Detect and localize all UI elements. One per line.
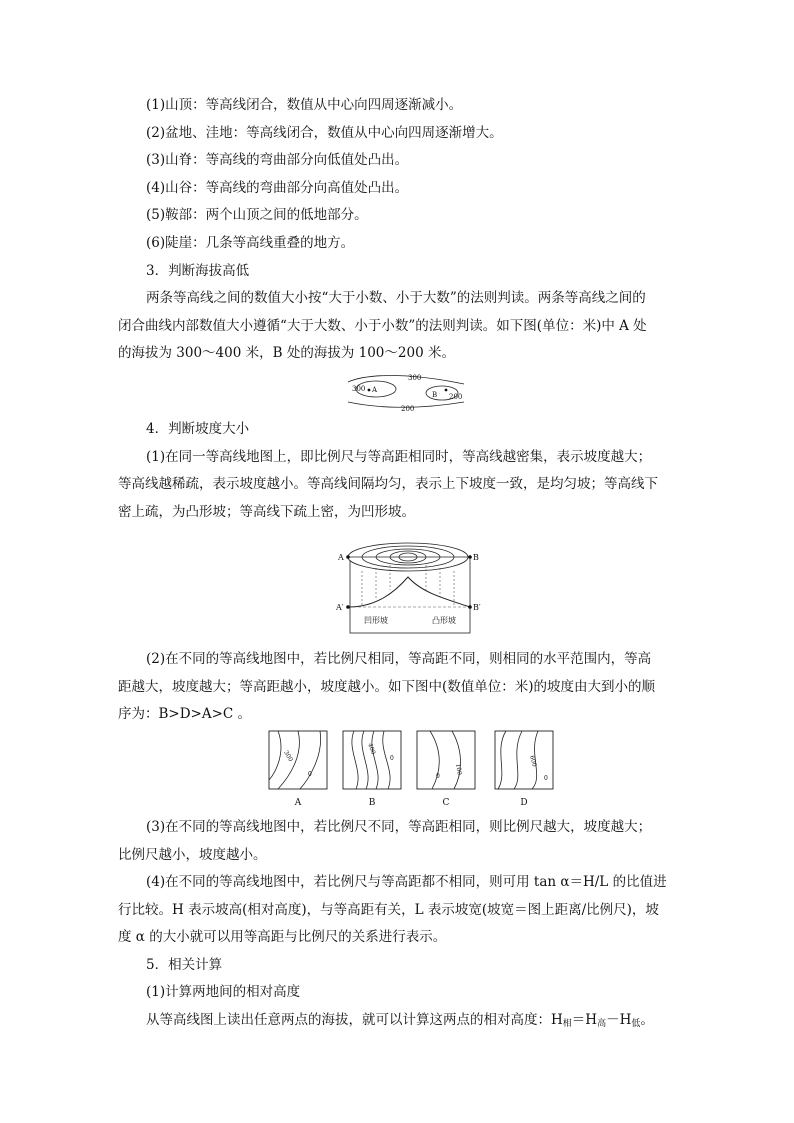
panel-c-label: 100 <box>454 763 463 776</box>
section-5-heading: 5．相关计算 <box>146 957 223 973</box>
panel-a-label-2: 0 <box>308 771 312 778</box>
sec4-p2-line2: 距越大，坡度越大；等高距越小，坡度越小。如下图中(数值单位：米)的坡度由大到小的顺 <box>118 679 656 695</box>
label-a-prime: A′ <box>336 603 344 612</box>
section-4-heading: 4．判断坡度大小 <box>146 421 250 437</box>
panel-caption-d: D <box>520 798 528 808</box>
sec3-para-line1: 两条等高线之间的数值大小按“大于小数、小于大数”的法则判读。两条等高线之间的 <box>146 290 646 306</box>
panel-b-label-2: 0 <box>390 755 394 762</box>
label-point-b: B <box>432 391 438 399</box>
h-high-sub: 高 <box>597 1019 607 1029</box>
label-b-prime: B′ <box>473 603 481 612</box>
h-rel-sub: 相 <box>562 1019 572 1029</box>
sec4-p4-line1: (4)在不同的等高线地图中，若比例尺与等高距都不相同，则可用 tan α＝H/L 的比值进 <box>146 874 667 890</box>
sec4-p3-line2: 比例尺越小，坡度越小。 <box>118 847 267 863</box>
panel-caption-c: C <box>442 798 450 808</box>
landform-ridge: (3)山脊：等高线的弯曲部分向低值处凸出。 <box>146 152 409 168</box>
label-300-left: 300 <box>352 385 366 393</box>
landform-basin: (2)盆地、洼地：等高线闭合，数值从中心向四周逐渐增大。 <box>146 125 503 141</box>
point-a-dot <box>368 389 371 392</box>
contour-panel-a <box>268 730 328 794</box>
section-3-heading: 3．判断海拔高低 <box>146 263 250 279</box>
landform-cliff: (6)陡崖：几条等高线重叠的地方。 <box>146 235 355 251</box>
slope-profile-figure <box>336 535 484 637</box>
point-a-marker <box>346 555 350 559</box>
sec4-p4-line3: 度 α 的大小就可以用等高距与比例尺的关系进行表示。 <box>118 929 447 945</box>
h-low-sub: 低 <box>631 1019 641 1029</box>
point-b-prime-marker <box>468 605 472 609</box>
sec4-p2-line1: (2)在不同的等高线地图中，若比例尺相同，等高距不同，则相同的水平范围内，等高 <box>146 651 652 667</box>
point-b-marker <box>468 555 472 559</box>
point-a-prime-marker <box>346 605 350 609</box>
sec3-para-line2: 闭合曲线内部数值大小遵循“大于大数、小于小数”的法则判读。如下图(单位：米)中 A 处 <box>118 318 647 334</box>
formula-eq: ＝H <box>571 1012 598 1028</box>
label-convex-slope: 凸形坡 <box>432 616 456 625</box>
elevation-figure <box>346 370 470 414</box>
panel-d-label-2: 0 <box>544 775 548 782</box>
sec3-para-line3: 的海拔为 300～400 米，B 处的海拔为 100～200 米。 <box>118 345 455 361</box>
sec4-p2-line3: 序为：B>D>A>C 。 <box>118 706 252 722</box>
label-point-a: A <box>372 386 378 394</box>
contour-panel-b <box>342 730 402 794</box>
contour-panel-d <box>494 730 554 794</box>
sec4-p4-line2: 行比较。H 表示坡高(相对高度)，与等高距有关，L 表示坡宽(坡宽＝图上距离/比例尺)，坡 <box>118 902 659 918</box>
sec5-subheading: (1)计算两地间的相对高度 <box>146 984 301 1000</box>
panel-caption-b: B <box>368 798 376 808</box>
sec4-p1-line3: 密上疏，为凸形坡；等高线下疏上密，为凹形坡。 <box>118 504 415 520</box>
contour-panel-c <box>416 730 476 794</box>
sec4-p1-line1: (1)在同一等高线地图上，即比例尺与等高距相同时，等高线越密集，表示坡度越大； <box>146 449 652 465</box>
label-b: B <box>473 553 479 562</box>
formula-text: 从等高线图上读出任意两点的海拔，就可以计算这两点的相对高度：H <box>146 1012 563 1028</box>
panel-b-label: 400 <box>366 742 377 756</box>
landform-peak: (1)山顶：等高线闭合，数值从中心向四周逐渐减小。 <box>146 97 463 113</box>
label-200-bottom: 200 <box>401 405 415 413</box>
sec4-p3-line1: (3)在不同的等高线地图中，若比例尺不同，等高距相同，则比例尺越大，坡度越大； <box>146 819 652 835</box>
landform-valley: (4)山谷：等高线的弯曲部分向高值处凸出。 <box>146 180 409 196</box>
panel-c-label-2: 0 <box>436 773 440 780</box>
panel-d-label: 600 <box>528 754 538 768</box>
formula-end: 。 <box>640 1012 654 1028</box>
panel-caption-a: A <box>294 798 302 808</box>
panel-a-label: 300 <box>282 749 295 763</box>
point-b-dot <box>445 389 448 392</box>
landform-saddle: (5)鞍部：两个山顶之间的低地部分。 <box>146 207 368 223</box>
label-200-right: 200 <box>449 393 463 401</box>
label-concave-slope: 凹形坡 <box>364 616 388 625</box>
label-300-top: 300 <box>408 374 422 382</box>
formula-minus: －H <box>606 1012 632 1028</box>
label-a: A <box>338 553 344 562</box>
sec5-formula-line <box>146 1011 654 1033</box>
sec4-p1-line2: 等高线越稀疏，表示坡度越小。等高线间隔均匀，表示上下坡度一致，是均匀坡；等高线下 <box>118 476 658 492</box>
